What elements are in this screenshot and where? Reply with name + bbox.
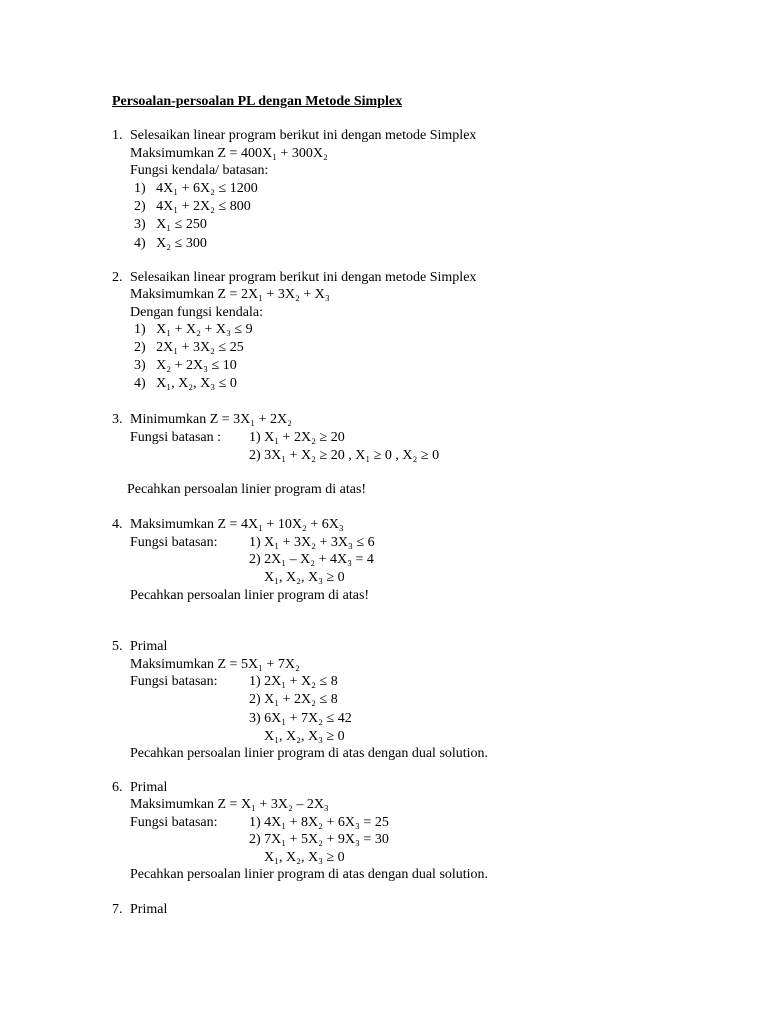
problem-2-constraint-3: 3) X₂ + 2X₃ ≤ 10 xyxy=(134,358,237,373)
problem-4-note: Pecahkan persoalan linier program di atas! xyxy=(130,588,370,603)
problem-6-objective: Maksimumkan Z = X₁ + 3X₂ – 2X₃ xyxy=(130,797,329,812)
problem-1-line-2: Maksimumkan Z = 400X₁ + 300X₂ xyxy=(130,146,328,161)
problem-1-line-1: Selesaikan linear program berikut ini dengan metode Simplex xyxy=(130,128,477,143)
problem-1-number: 1. xyxy=(112,128,123,143)
problem-5-constraint-2: 2) X₁ + 2X₂ ≤ 8 xyxy=(249,692,338,707)
problem-6-constraint-2: 2) 7X₁ + 5X₂ + 9X₃ = 30 xyxy=(249,832,389,847)
problem-3-number: 3. xyxy=(112,412,123,427)
problem-4-constraint-1: 1) X₁ + 3X₂ + 3X₃ ≤ 6 xyxy=(249,535,375,550)
problem-6-nonnegativity: X₁, X₂, X₃ ≥ 0 xyxy=(264,850,345,865)
problem-2-number: 2. xyxy=(112,270,123,285)
document-title: Persoalan-persoalan PL dengan Metode Simplex xyxy=(112,94,403,109)
problem-5-objective: Maksimumkan Z = 5X₁ + 7X₂ xyxy=(130,657,300,672)
problem-4-number: 4. xyxy=(112,517,123,532)
problem-4-nonnegativity: X₁, X₂, X₃ ≥ 0 xyxy=(264,570,345,585)
problem-6-note: Pecahkan persoalan linier program di atas dengan dual solution. xyxy=(130,867,489,882)
problem-1-constraint-2: 2) 4X₁ + 2X₂ ≤ 800 xyxy=(134,199,251,214)
problem-2-line-1: Selesaikan linear program berikut ini dengan metode Simplex xyxy=(130,270,477,285)
problem-6-number: 6. xyxy=(112,780,123,795)
problem-3-note: Pecahkan persoalan linier program di atas! xyxy=(127,482,367,497)
problem-3-constraint-2: 2) 3X₁ + X₂ ≥ 20 , X₁ ≥ 0 , X₂ ≥ 0 xyxy=(249,448,440,463)
problem-2-constraint-4: 4) X₁, X₂, X₃ ≤ 0 xyxy=(134,376,237,391)
problem-5-constraint-1: 1) 2X₁ + X₂ ≤ 8 xyxy=(249,674,338,689)
problem-5-number: 5. xyxy=(112,639,123,654)
problem-6-constraints-label: Fungsi batasan: xyxy=(130,815,218,830)
problem-2-line-3: Dengan fungsi kendala: xyxy=(130,305,263,320)
problem-2-constraint-1: 1) X₁ + X₂ + X₃ ≤ 9 xyxy=(134,322,253,337)
problem-5-constraints-label: Fungsi batasan: xyxy=(130,674,218,689)
problem-4-constraint-2: 2) 2X₁ – X₂ + 4X₃ = 4 xyxy=(249,552,374,567)
problem-3-constraints-label: Fungsi batasan : xyxy=(130,430,221,445)
problem-5-constraint-3: 3) 6X₁ + 7X₂ ≤ 42 xyxy=(249,711,352,726)
problem-6-heading: Primal xyxy=(130,780,168,795)
problem-7-number: 7. xyxy=(112,902,123,917)
problem-1-line-3: Fungsi kendala/ batasan: xyxy=(130,163,269,178)
problem-3-constraint-1: 1) X₁ + 2X₂ ≥ 20 xyxy=(249,430,345,445)
problem-5-nonnegativity: X₁, X₂, X₃ ≥ 0 xyxy=(264,729,345,744)
problem-1-constraint-4: 4) X₂ ≤ 300 xyxy=(134,236,207,251)
problem-4-constraints-label: Fungsi batasan: xyxy=(130,535,218,550)
problem-4-objective: Maksimumkan Z = 4X₁ + 10X₂ + 6X₃ xyxy=(130,517,344,532)
problem-5-note: Pecahkan persoalan linier program di atas dengan dual solution. xyxy=(130,746,489,761)
problem-2-constraint-2: 2) 2X₁ + 3X₂ ≤ 25 xyxy=(134,340,244,355)
problem-6-constraint-1: 1) 4X₁ + 8X₂ + 6X₃ = 25 xyxy=(249,815,389,830)
problem-1-constraint-1: 1) 4X₁ + 6X₂ ≤ 1200 xyxy=(134,181,258,196)
problem-7-heading: Primal xyxy=(130,902,168,917)
problem-3-objective: Minimumkan Z = 3X₁ + 2X₂ xyxy=(130,412,293,427)
problem-2-line-2: Maksimumkan Z = 2X₁ + 3X₂ + X₃ xyxy=(130,287,330,302)
problem-5-heading: Primal xyxy=(130,639,168,654)
problem-1-constraint-3: 3) X₁ ≤ 250 xyxy=(134,217,207,232)
